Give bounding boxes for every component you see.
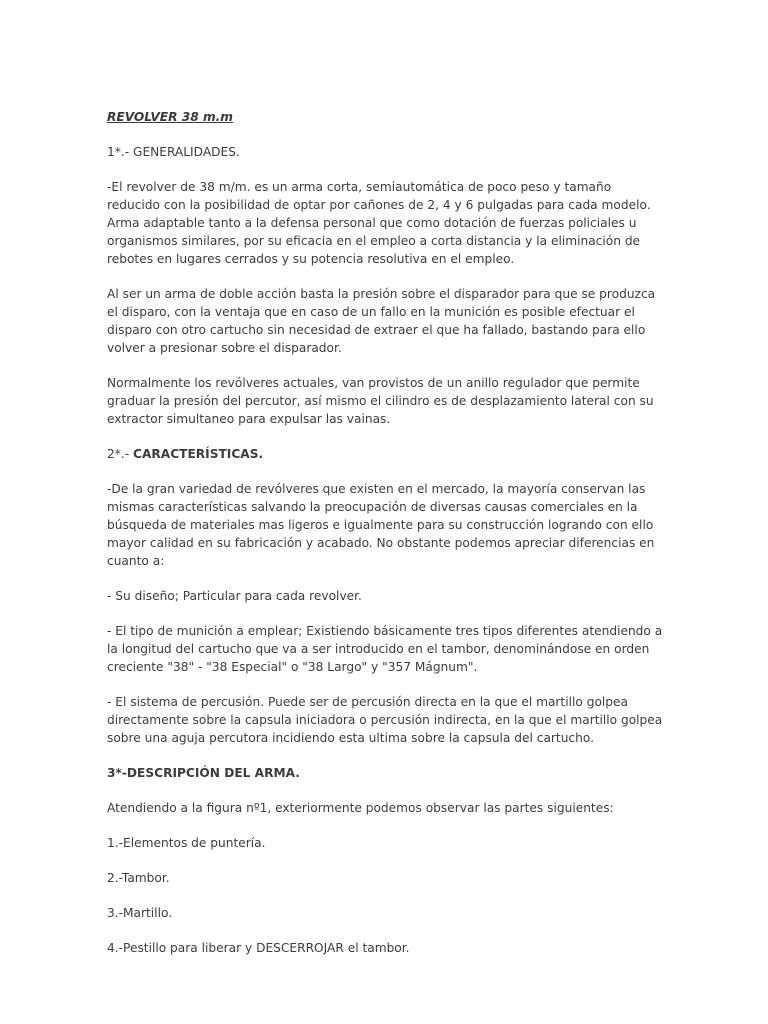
- section-heading-text: CARACTERÍSTICAS.: [133, 447, 264, 461]
- list-item: 1.-Elementos de puntería.: [107, 836, 266, 850]
- section-heading-prefix: 2*.-: [107, 447, 133, 461]
- section-heading-caracteristicas: [107, 445, 663, 463]
- paragraph: - El sistema de percusión. Puede ser de percusión directa en la que el martillo golpea directamente sobre la capsula iniciadora o percusión indirecta, en la que el martillo golpea sobre una aguja percutora incidiendo esta ultima sobre la capsula del cartucho.: [107, 695, 663, 745]
- section-heading-text: 3*-DESCRIPCIÓN DEL ARMA.: [107, 766, 300, 780]
- paragraph: Atendiendo a la figura nº1, exteriormente podemos observar las partes siguientes:: [107, 801, 614, 815]
- section-heading-descripcion: [107, 764, 663, 782]
- paragraph: Normalmente los revólveres actuales, van provistos de un anillo regulador que permite graduar la presión del percutor, así mismo el cilindro es de desplazamiento lateral con su extractor simultaneo para expulsar las vainas.: [107, 376, 654, 426]
- list-item: 3.-Martillo.: [107, 906, 173, 920]
- list-item: 2.-Tambor.: [107, 871, 170, 885]
- section-heading-generalidades: 1*.- GENERALIDADES.: [107, 145, 240, 159]
- document-title: REVOLVER 38 m.m: [107, 110, 233, 124]
- paragraph: - Su diseño; Particular para cada revolver.: [107, 589, 362, 603]
- document-body: [107, 108, 663, 974]
- list-item: 4.-Pestillo para liberar y DESCERROJAR el tambor.: [107, 941, 410, 955]
- paragraph: - El tipo de munición a emplear; Existiendo básicamente tres tipos diferentes atendiendo a la longitud del cartucho que va a ser introducido en el tambor, denominándose en orden creciente "38" - "38 Especial" o "38 Largo" y "357 Mágnum".: [107, 624, 663, 674]
- paragraph: Al ser un arma de doble acción basta la presión sobre el disparador para que se produzca el disparo, con la ventaja que en caso de un fallo en la munición es posible efectuar el disparo con otro cartucho sin necesidad de extraer el que ha fallado, bastando para ello volver a presionar sobre el disparador.: [107, 287, 656, 355]
- paragraph: -De la gran variedad de revólveres que existen en el mercado, la mayoría conservan las mismas características salvando la preocupación de diversas causas comerciales en la búsqueda de materiales mas ligeros e igualmente para su construcción logrando con ello mayor calidad en su fabricación y acabado. No obstante podemos apreciar diferencias en cuanto a:: [107, 482, 655, 568]
- paragraph: -El revolver de 38 m/m. es un arma corta, semiautomática de poco peso y tamaño reducido con la posibilidad de optar por cañones de 2, 4 y 6 pulgadas para cada modelo. Arma adaptable tanto a la defensa personal que como dotación de fuerzas policiales u organismos similares, por su eficacia en el empleo a corta distancia y la eliminación de rebotes en lugares cerrados y su potencia resolutiva en el empleo.: [107, 180, 651, 266]
